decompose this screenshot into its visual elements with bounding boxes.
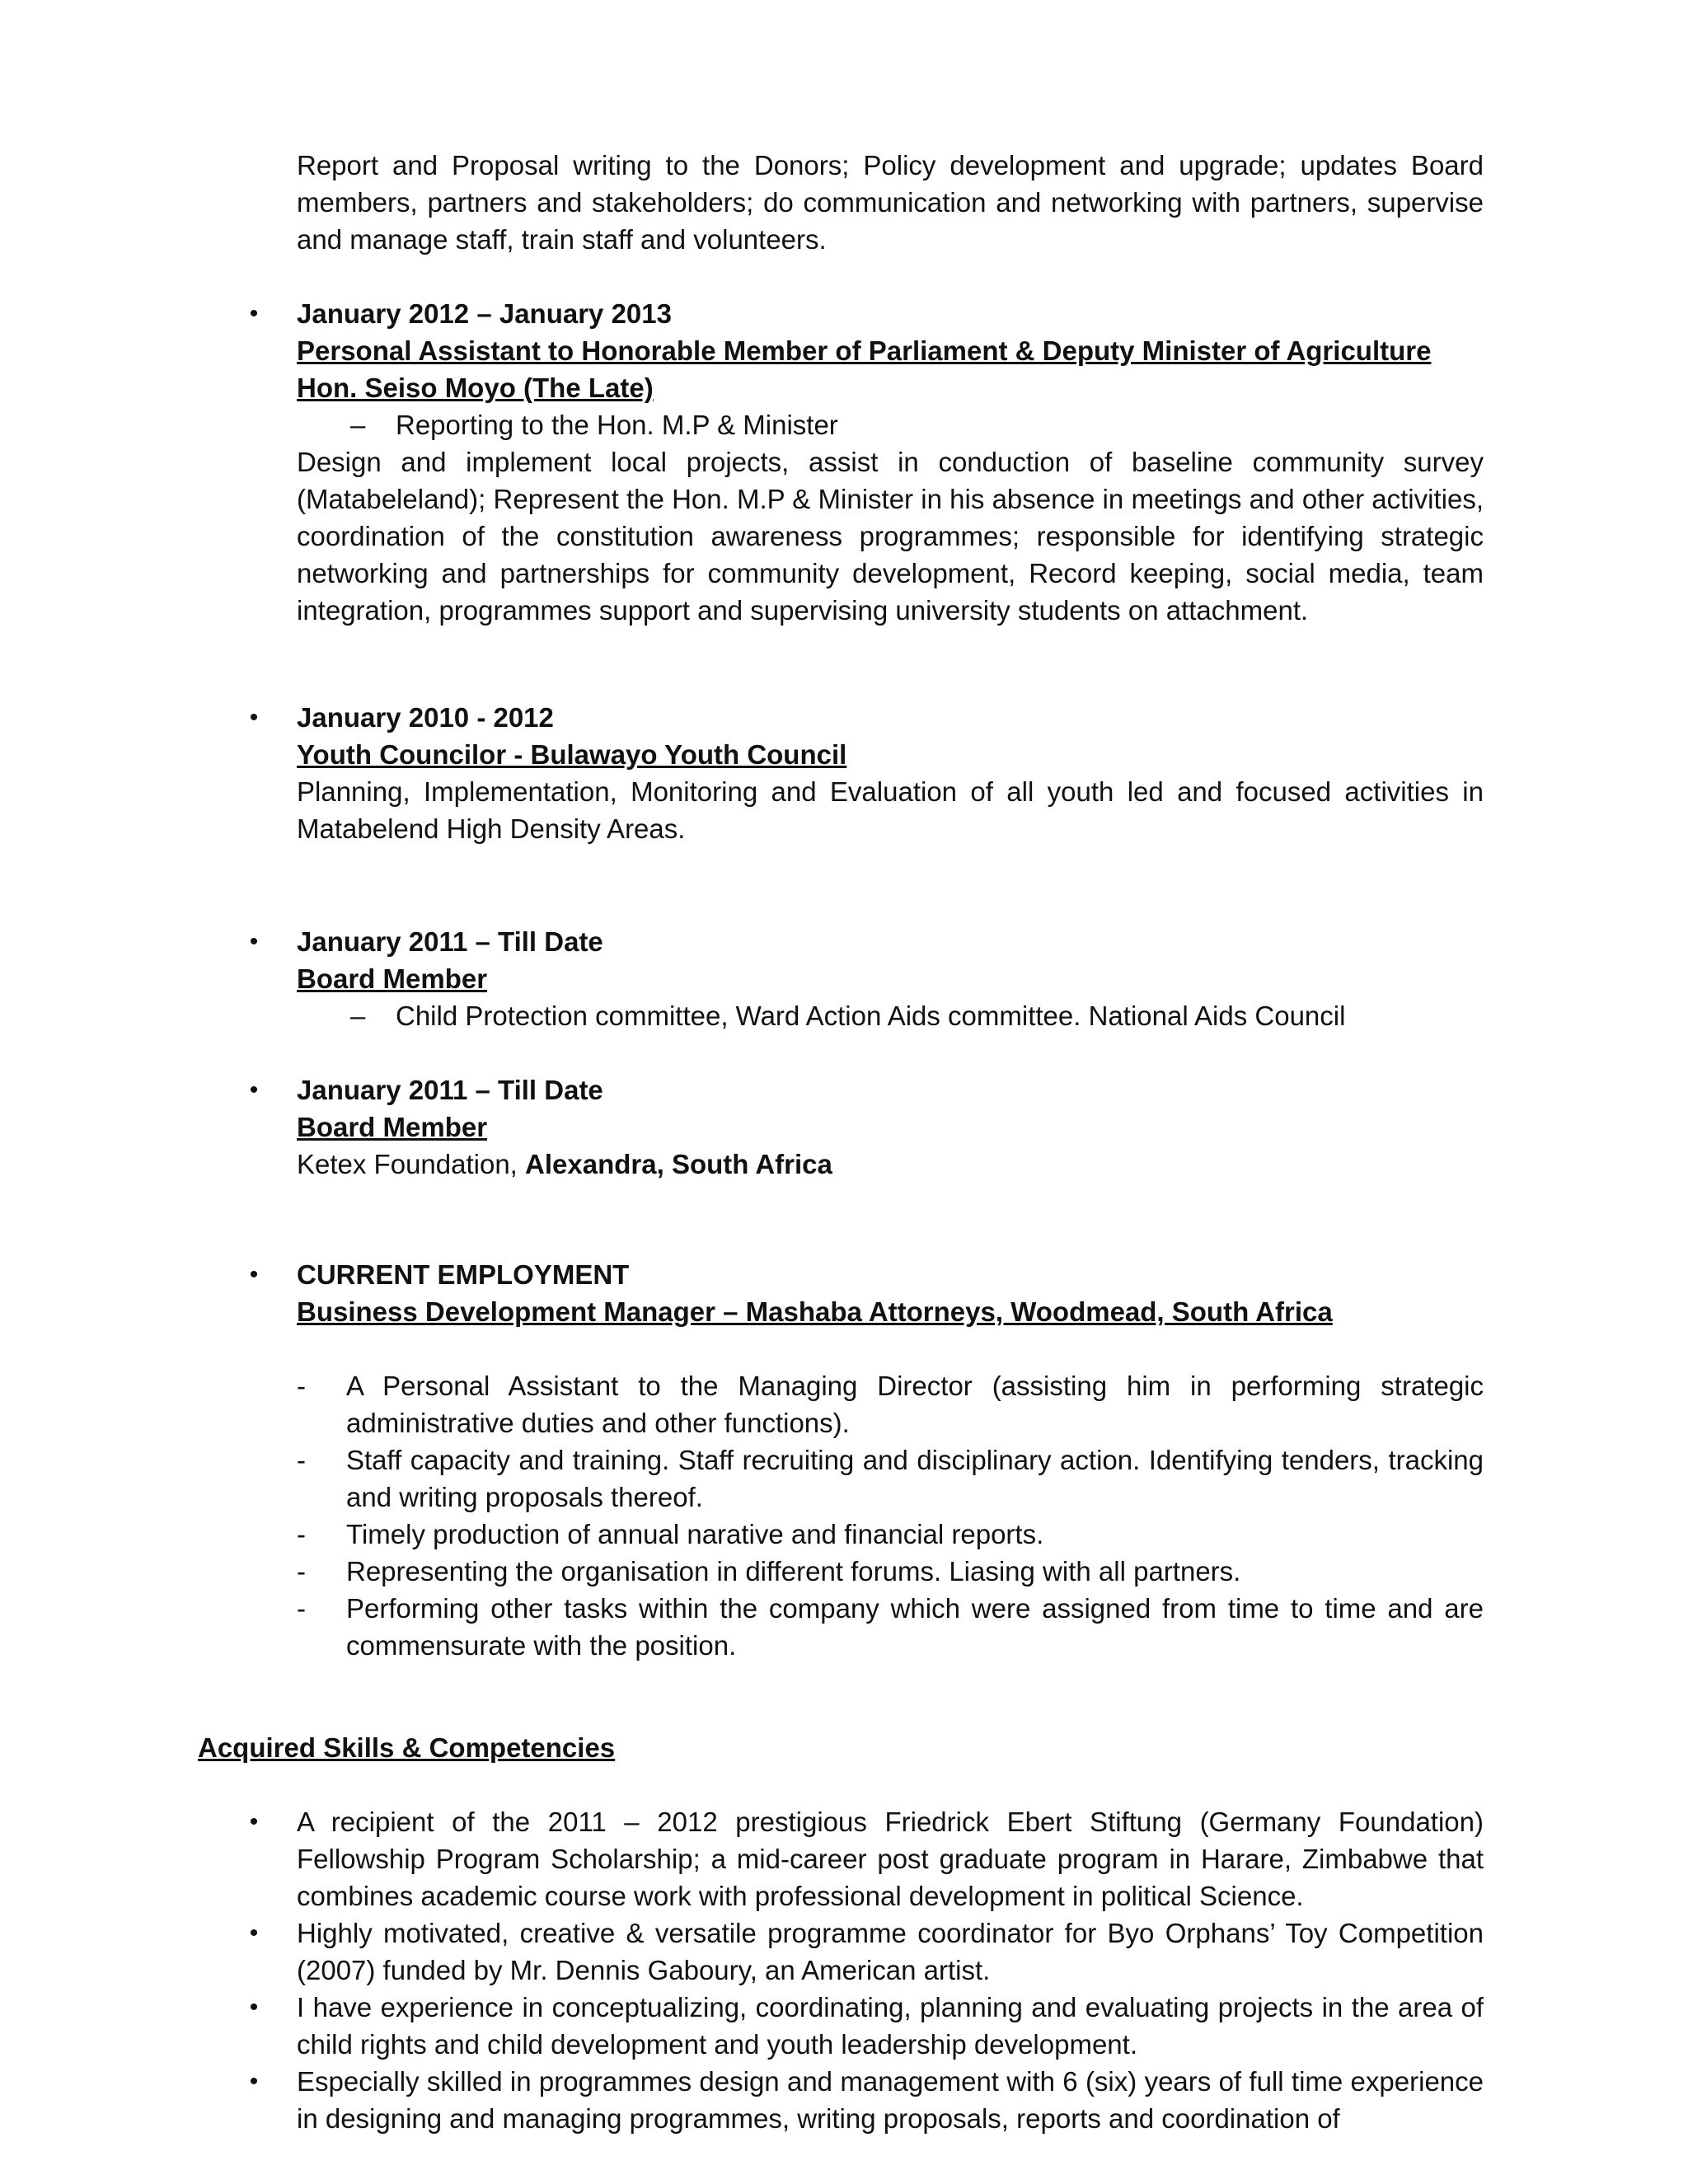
bullet-icon: • xyxy=(249,1994,259,2021)
bullet-icon: • xyxy=(249,1076,259,1104)
organisation-name: Ketex Foundation, xyxy=(297,1149,526,1179)
list-item-text: Representing the organisation in different forums. Liasing with all partners. xyxy=(346,1556,1241,1586)
hyphen-icon: - xyxy=(297,1371,306,1401)
entry-date: January 2010 - 2012 xyxy=(297,702,554,733)
list-item xyxy=(297,1516,1484,1553)
hyphen-icon: - xyxy=(297,1593,306,1624)
dash-icon: – xyxy=(350,1001,366,1031)
skill-text: Especially skilled in programmes design and management with 6 (six) years of full time experience in designing and managing programmes, writing proposals, reports and coordination of xyxy=(297,2066,1484,2134)
intro-block xyxy=(297,147,1484,258)
hyphen-icon: - xyxy=(297,1445,306,1475)
hyphen-icon: - xyxy=(297,1556,306,1586)
hyphen-icon: - xyxy=(297,1519,306,1549)
current-employment xyxy=(249,1256,1484,1664)
dash-item-text: Reporting to the Hon. M.P & Minister xyxy=(396,410,838,440)
list-item-text: Timely production of annual narative and financial reports. xyxy=(346,1519,1044,1549)
entry-dash-item xyxy=(198,406,1484,443)
list-item xyxy=(297,1590,1484,1664)
skill-text: I have experience in conceptualizing, coordinating, planning and evaluating projects in the area of child rights and child development and youth leadership development. xyxy=(297,1992,1484,2060)
bullet-icon: • xyxy=(249,300,259,327)
entry-description: Design and implement local projects, assist in conduction of baseline community survey (Matabeleland); Represent the Hon. M.P & Minister in his absence in meetings and other activities, coordination of the constitution awareness programmes; responsible for identifying strategic networking and partnerships for community development, Record keeping, social media, team integration, programmes support and supervising university students on attachment. xyxy=(297,447,1484,626)
bullet-icon: • xyxy=(249,1808,259,1835)
bullet-icon: • xyxy=(249,704,259,731)
current-heading: CURRENT EMPLOYMENT xyxy=(297,1259,630,1290)
bullet-icon: • xyxy=(249,1261,259,1288)
skill-text: A recipient of the 2011 – 2012 prestigious Friedrick Ebert Stiftung (Germany Foundation) Fellowship Program Scholarship; a mid-career post graduate program in Harare, Zimbabwe that combines academic course work with professional development in political Science. xyxy=(297,1807,1484,1911)
section-title-skills: Acquired Skills & Competencies xyxy=(198,1732,616,1763)
list-item xyxy=(297,1367,1484,1441)
entry-role: Board Member xyxy=(297,1112,488,1142)
experience-entry-2 xyxy=(249,699,1484,847)
current-role: Business Development Manager – Mashaba Attorneys, Woodmead, South Africa xyxy=(297,1296,1333,1327)
entry-role: Board Member xyxy=(297,963,488,994)
entry-date: January 2011 – Till Date xyxy=(297,926,603,957)
dash-item-text: Child Protection committee, Ward Action Aids committee. National Aids Council xyxy=(396,1001,1346,1031)
entry-organisation xyxy=(297,1146,1484,1183)
bullet-icon: • xyxy=(249,2068,259,2095)
intro-paragraph: Report and Proposal writing to the Donors; Policy development and upgrade; updates Board members, partners and stakeholders; do communication and networking with partners, supervise and manage staff, train staff and volunteers. xyxy=(297,150,1484,255)
entry-role: Youth Councilor - Bulawayo Youth Council xyxy=(297,739,847,770)
list-item-text: Staff capacity and training. Staff recruiting and disciplinary action. Identifying tenders, tracking and writing proposals thereof. xyxy=(346,1445,1484,1512)
list-item-text: A Personal Assistant to the Managing Director (assisting him in performing strategic administrative duties and other functions). xyxy=(346,1371,1484,1438)
list-item xyxy=(249,1803,1484,1915)
list-item xyxy=(297,1441,1484,1516)
list-item xyxy=(249,1915,1484,1989)
list-item xyxy=(249,1989,1484,2063)
skills-list xyxy=(249,1803,1484,2137)
entry-description: Planning, Implementation, Monitoring and Evaluation of all youth led and focused activities in Matabelend High Density Areas. xyxy=(297,776,1484,844)
bullet-icon: • xyxy=(249,928,259,955)
entry-dash-item xyxy=(198,997,1484,1034)
list-item xyxy=(297,1553,1484,1590)
experience-entry-4 xyxy=(249,1071,1484,1183)
list-item-text: Performing other tasks within the company which were assigned from time to time and are commensurate with the position. xyxy=(346,1593,1484,1661)
entry-date: January 2011 – Till Date xyxy=(297,1075,603,1105)
entry-date: January 2012 – January 2013 xyxy=(297,298,672,329)
current-duties-list xyxy=(297,1367,1484,1664)
entry-role: Personal Assistant to Honorable Member of Parliament & Deputy Minister of Agriculture xyxy=(297,335,1432,366)
experience-entry-3 xyxy=(249,923,1484,1034)
organisation-location: Alexandra, South Africa xyxy=(525,1149,832,1179)
skill-text: Highly motivated, creative & versatile programme coordinator for Byo Orphans’ Toy Competition (2007) funded by Mr. Dennis Gaboury, an American artist. xyxy=(297,1918,1484,1985)
experience-entry-1 xyxy=(249,295,1484,629)
spacer xyxy=(297,1330,1484,1367)
dash-icon: – xyxy=(350,410,366,440)
list-item xyxy=(249,2063,1484,2137)
bullet-icon: • xyxy=(249,1919,259,1947)
entry-role-secondary: Hon. Seiso Moyo (The Late) xyxy=(297,373,654,403)
